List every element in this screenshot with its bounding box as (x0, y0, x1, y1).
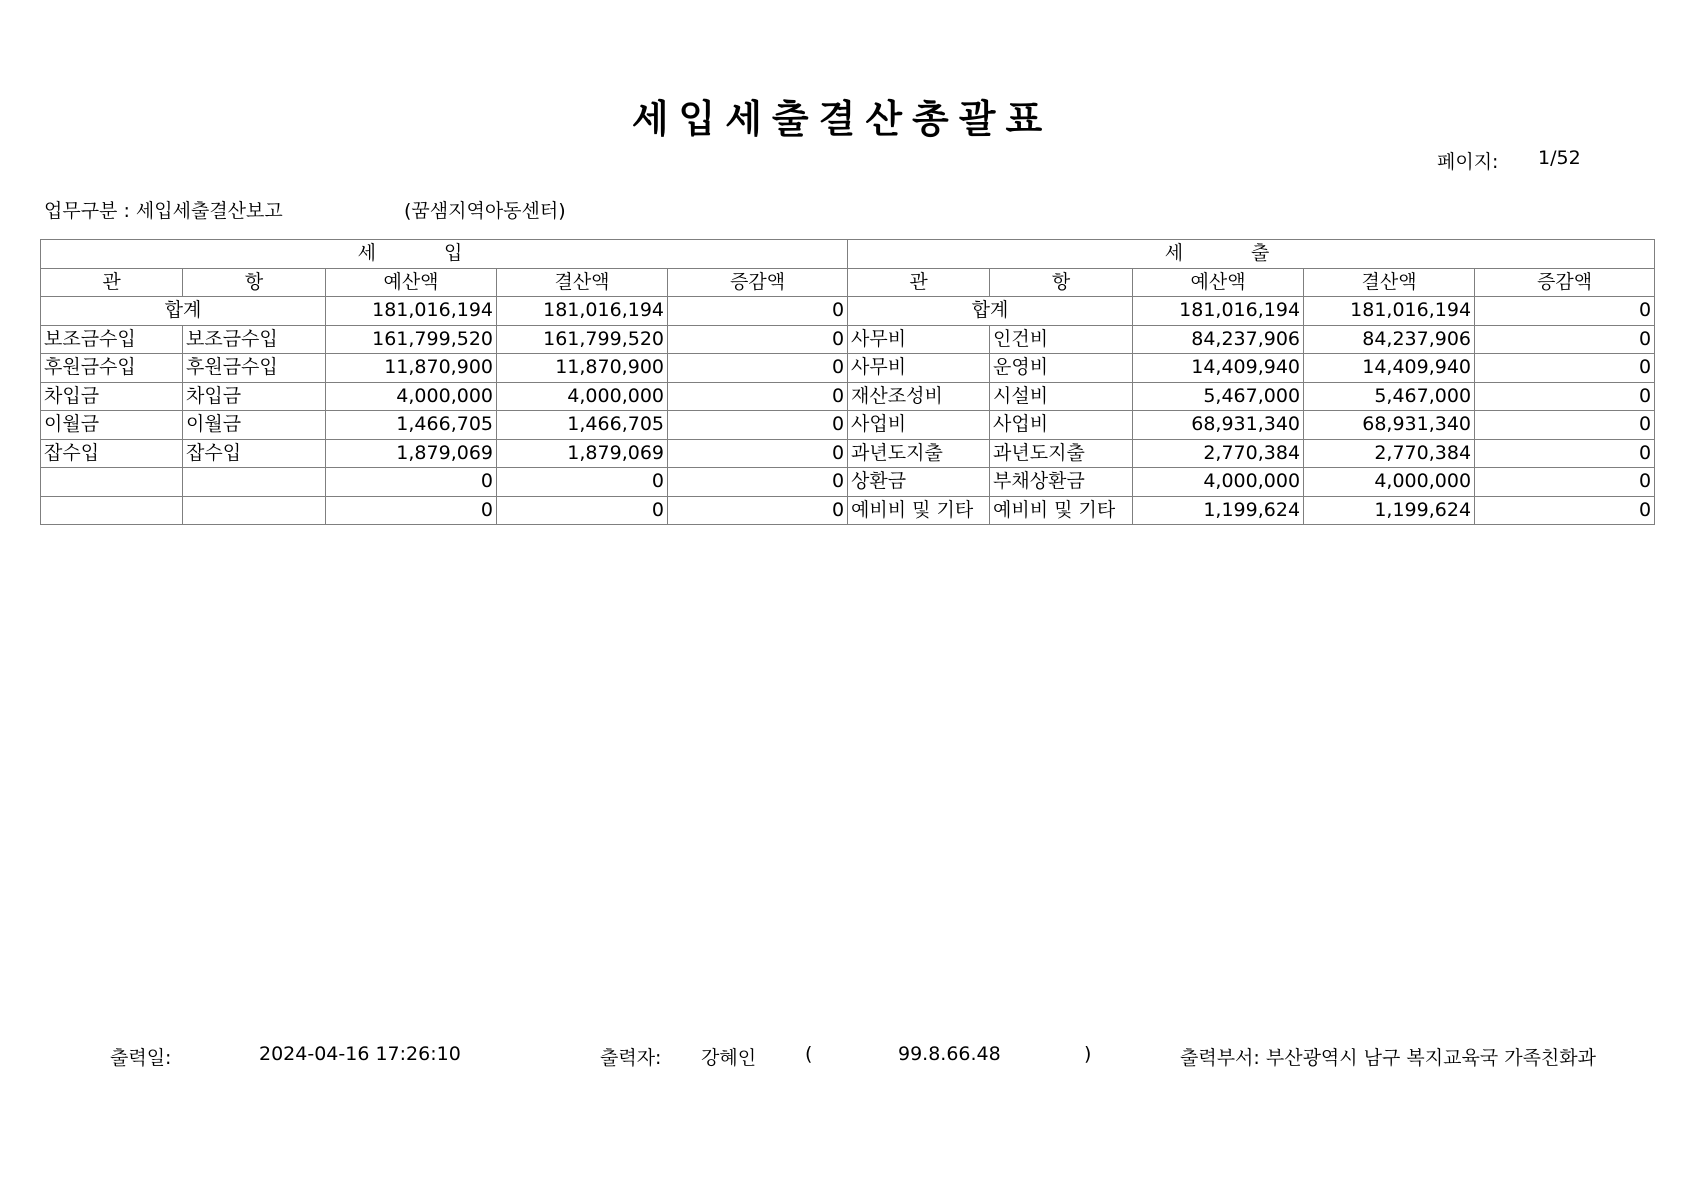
cell-expense-gwan: 사업비 (848, 411, 990, 440)
cell-expense-diff: 0 (1475, 468, 1655, 497)
col-header-income-settlement: 결산액 (497, 268, 668, 297)
report-title: 세입세출결산총괄표 (631, 97, 1053, 141)
cell-income-diff: 0 (668, 382, 848, 411)
col-header-expense-diff: 증감액 (1475, 268, 1655, 297)
cell-income-gwan (41, 496, 183, 525)
cell-expense-settlement: 84,237,906 (1304, 325, 1475, 354)
cell-income-budget: 1,879,069 (326, 439, 497, 468)
cell-expense-budget: 14,409,940 (1133, 354, 1304, 383)
cell-expense-hang: 사업비 (990, 411, 1133, 440)
cell-expense-hang: 인건비 (990, 325, 1133, 354)
cell-income-settlement: 1,466,705 (497, 411, 668, 440)
expense-total-settlement: 181,016,194 (1304, 297, 1475, 326)
col-header-expense-gwan: 관 (848, 268, 990, 297)
table-row (41, 439, 1655, 468)
income-section-header: 세입 (41, 240, 848, 269)
cell-expense-budget: 1,199,624 (1133, 496, 1304, 525)
cell-expense-gwan: 재산조성비 (848, 382, 990, 411)
business-category: 업무구분 : 세입세출결산보고 (44, 200, 283, 222)
cell-expense-hang: 운영비 (990, 354, 1133, 383)
printer-ip: 99.8.66.48 (898, 1043, 1001, 1065)
expense-total-label: 합계 (848, 297, 1133, 326)
cell-income-gwan: 이월금 (41, 411, 183, 440)
cell-income-hang (183, 496, 326, 525)
table-row (41, 354, 1655, 383)
cell-income-settlement: 4,000,000 (497, 382, 668, 411)
cell-income-gwan: 차입금 (41, 382, 183, 411)
col-header-expense-budget: 예산액 (1133, 268, 1304, 297)
print-department: 출력부서: 부산광역시 남구 복지교육국 가족친화과 (1180, 1047, 1596, 1069)
cell-expense-diff: 0 (1475, 382, 1655, 411)
income-total-settlement: 181,016,194 (497, 297, 668, 326)
expense-section-header: 세출 (848, 240, 1655, 269)
table-row (41, 468, 1655, 497)
cell-expense-hang: 예비비 및 기타 (990, 496, 1133, 525)
cell-income-diff: 0 (668, 325, 848, 354)
cell-expense-settlement: 14,409,940 (1304, 354, 1475, 383)
print-date-value: 2024-04-16 17:26:10 (259, 1043, 461, 1065)
table-row (41, 496, 1655, 525)
cell-expense-settlement: 2,770,384 (1304, 439, 1475, 468)
income-total-diff: 0 (668, 297, 848, 326)
cell-expense-gwan: 상환금 (848, 468, 990, 497)
cell-expense-budget: 68,931,340 (1133, 411, 1304, 440)
cell-income-settlement: 11,870,900 (497, 354, 668, 383)
cell-income-hang: 이월금 (183, 411, 326, 440)
col-header-income-diff: 증감액 (668, 268, 848, 297)
income-total-budget: 181,016,194 (326, 297, 497, 326)
cell-expense-diff: 0 (1475, 411, 1655, 440)
cell-expense-gwan: 사무비 (848, 325, 990, 354)
expense-total-diff: 0 (1475, 297, 1655, 326)
settlement-summary-table (40, 239, 1655, 525)
cell-income-settlement: 0 (497, 496, 668, 525)
section-header-row (41, 240, 1655, 269)
cell-income-hang: 잡수입 (183, 439, 326, 468)
cell-expense-hang: 부채상환금 (990, 468, 1133, 497)
cell-income-settlement: 0 (497, 468, 668, 497)
cell-expense-budget: 84,237,906 (1133, 325, 1304, 354)
cell-income-gwan (41, 468, 183, 497)
cell-expense-gwan: 예비비 및 기타 (848, 496, 990, 525)
cell-income-gwan: 후원금수입 (41, 354, 183, 383)
income-total-label: 합계 (41, 297, 326, 326)
cell-income-budget: 11,870,900 (326, 354, 497, 383)
col-header-income-gwan: 관 (41, 268, 183, 297)
cell-income-budget: 1,466,705 (326, 411, 497, 440)
center-name: (꿈샘지역아동센터) (404, 200, 566, 222)
table-row (41, 382, 1655, 411)
cell-expense-hang: 과년도지출 (990, 439, 1133, 468)
cell-income-budget: 0 (326, 468, 497, 497)
cell-expense-gwan: 사무비 (848, 354, 990, 383)
cell-expense-settlement: 4,000,000 (1304, 468, 1475, 497)
page-number: 1/52 (1538, 147, 1581, 169)
cell-expense-hang: 시설비 (990, 382, 1133, 411)
cell-expense-diff: 0 (1475, 439, 1655, 468)
total-row (41, 297, 1655, 326)
cell-expense-budget: 2,770,384 (1133, 439, 1304, 468)
printer-name: 강혜인 (701, 1047, 757, 1069)
table-row (41, 411, 1655, 440)
col-header-income-hang: 항 (183, 268, 326, 297)
cell-income-hang (183, 468, 326, 497)
cell-income-hang: 후원금수입 (183, 354, 326, 383)
cell-expense-gwan: 과년도지출 (848, 439, 990, 468)
cell-expense-diff: 0 (1475, 496, 1655, 525)
cell-expense-diff: 0 (1475, 325, 1655, 354)
cell-expense-settlement: 68,931,340 (1304, 411, 1475, 440)
cell-income-settlement: 1,879,069 (497, 439, 668, 468)
cell-income-budget: 161,799,520 (326, 325, 497, 354)
cell-income-gwan: 보조금수입 (41, 325, 183, 354)
table-row (41, 325, 1655, 354)
cell-income-hang: 차입금 (183, 382, 326, 411)
cell-income-budget: 0 (326, 496, 497, 525)
cell-expense-diff: 0 (1475, 354, 1655, 383)
cell-income-diff: 0 (668, 354, 848, 383)
printer-label: 출력자: (600, 1047, 662, 1069)
cell-expense-budget: 4,000,000 (1133, 468, 1304, 497)
col-header-expense-settlement: 결산액 (1304, 268, 1475, 297)
col-header-expense-hang: 항 (990, 268, 1133, 297)
cell-expense-budget: 5,467,000 (1133, 382, 1304, 411)
print-date-label: 출력일: (110, 1047, 172, 1069)
cell-income-diff: 0 (668, 411, 848, 440)
col-header-income-budget: 예산액 (326, 268, 497, 297)
cell-income-hang: 보조금수입 (183, 325, 326, 354)
cell-expense-settlement: 5,467,000 (1304, 382, 1475, 411)
column-header-row (41, 268, 1655, 297)
paren-close: ) (1084, 1043, 1092, 1065)
cell-expense-settlement: 1,199,624 (1304, 496, 1475, 525)
cell-income-budget: 4,000,000 (326, 382, 497, 411)
page-label: 페이지: (1437, 151, 1499, 173)
cell-income-diff: 0 (668, 496, 848, 525)
cell-income-settlement: 161,799,520 (497, 325, 668, 354)
cell-income-diff: 0 (668, 468, 848, 497)
cell-income-gwan: 잡수입 (41, 439, 183, 468)
expense-total-budget: 181,016,194 (1133, 297, 1304, 326)
cell-income-diff: 0 (668, 439, 848, 468)
paren-open: ( (805, 1043, 813, 1065)
